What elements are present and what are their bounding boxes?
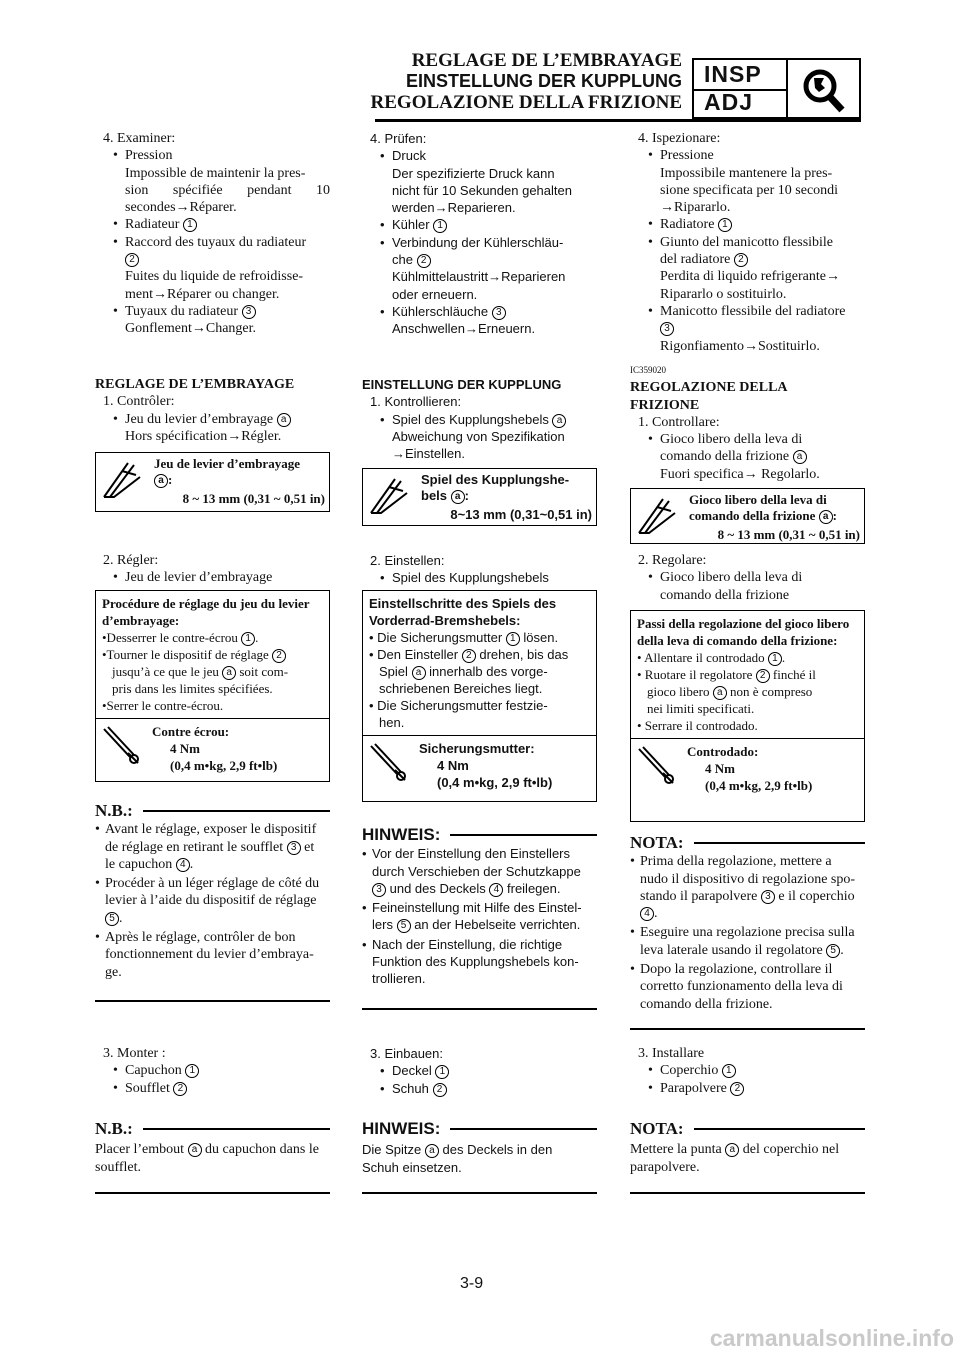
callout-a: a xyxy=(451,490,465,504)
callout-5: 5 xyxy=(105,912,119,926)
callout-1: 1 xyxy=(185,1064,199,1078)
bullet-pressure: • Pressione xyxy=(630,147,865,164)
procedure-step xyxy=(102,663,323,680)
step-3: 3. Installare xyxy=(638,1046,705,1061)
bullet-boot xyxy=(95,1080,330,1097)
text: Deckel xyxy=(392,1063,432,1079)
text-line xyxy=(362,251,597,268)
text-line: sion spécifiée pendant 10 xyxy=(125,182,330,198)
step-1: 1. Controllare: xyxy=(638,414,720,430)
step-2: 2. Einstellen: xyxy=(370,553,445,568)
text: finché il xyxy=(772,667,816,682)
procedure-title: Einstellschritte des Spiels des Vorderrad-Bremshebels: xyxy=(369,596,557,628)
spec-value: 8~13 mm (0,31~0,51 in) xyxy=(450,507,592,522)
torque-wrench-icon xyxy=(367,742,409,782)
text: Placer l’embout xyxy=(95,1142,185,1158)
callout-1: 1 xyxy=(183,218,197,232)
spec-box xyxy=(630,488,865,544)
header-title-it: REGOLAZIONE DELLA FRIZIONE xyxy=(370,92,682,113)
page-header xyxy=(371,50,682,113)
text: soit com- xyxy=(239,664,289,679)
text-line: Kühlmittelaustritt→Reparieren xyxy=(392,269,566,285)
torque-imperial: (0,4 m•kg, 2,9 ft•lb) xyxy=(437,775,553,790)
callout-3: 3 xyxy=(761,890,775,904)
callout-a: a xyxy=(188,1143,202,1157)
text: des Deckels in den xyxy=(442,1142,553,1158)
text: innerhalb des vorge- xyxy=(429,664,548,679)
text: comando della frizione xyxy=(689,508,816,523)
spec-value: 8 ~ 13 mm (0,31 ~ 0,51 in) xyxy=(717,527,860,542)
header-title-de: EINSTELLUNG DER KUPPLUNG xyxy=(405,71,682,91)
bullet-hose-joint: • Verbindung der Kühlerschläu- xyxy=(362,234,597,251)
text-line xyxy=(630,1141,865,1158)
text: freilegen. xyxy=(507,880,561,896)
bullet-adjust: • Jeu de levier d’embrayage xyxy=(95,569,330,586)
spec-label: Gioco libero della leva di xyxy=(689,492,827,507)
text-line: leva laterale usando il regolatore 5 . xyxy=(640,942,844,958)
step-4: 4. Examiner: xyxy=(103,131,176,146)
note-item: • Après le réglage, contrôler de bon xyxy=(95,929,330,946)
text: stando il parapolvere xyxy=(640,888,758,904)
header-title-fr: REGLAGE DE L’EMBRAYAGE xyxy=(411,50,682,71)
text: • Ruotare il regolatore xyxy=(637,667,753,682)
text: Jeu du levier d’embrayage xyxy=(125,411,274,427)
text: lösen. xyxy=(523,630,559,645)
procedure-step: • Die Sicherungsmutter festzie- xyxy=(369,698,548,713)
callout-1: 1 xyxy=(435,1065,449,1079)
callout-4: 4 xyxy=(176,858,190,872)
torque-nm: 4 Nm xyxy=(437,758,469,773)
divider xyxy=(95,1000,330,1002)
torque-spec xyxy=(631,738,864,791)
spec-label: Jeu de levier d’embrayage xyxy=(154,456,300,471)
text-line: Perdita di liquido refrigerante→ xyxy=(660,269,840,285)
badge-adj: ADJ xyxy=(704,89,754,115)
text: Radiatore xyxy=(660,217,715,233)
text-line xyxy=(95,839,330,856)
callout-a: a xyxy=(412,666,426,680)
text: de réglage en retirant le soufflet xyxy=(105,839,284,855)
bullet-hoses xyxy=(95,303,330,320)
bullet-hose-joint: • Raccord des tuyaux du radiateur xyxy=(95,234,330,251)
torque-label: Contre écrou: xyxy=(152,724,230,739)
section-title: EINSTELLUNG DER KUPPLUNG xyxy=(362,377,562,392)
step-3: 3. Monter : xyxy=(103,1046,166,1061)
text: drehen, bis das xyxy=(479,647,569,662)
note-heading: HINWEIS: xyxy=(362,1119,441,1138)
callout-5: 5 xyxy=(826,944,840,958)
text-line: Schuh einsetzen. xyxy=(362,1159,462,1175)
callout-a: a xyxy=(425,1144,439,1158)
torque-spec xyxy=(363,735,596,788)
text-line: durch Verschieben der Schutzkappe xyxy=(372,863,581,879)
text-line: Ripararlo o sostituirlo. xyxy=(660,286,787,302)
text: du capuchon dans le xyxy=(205,1142,319,1158)
text: non è compreso xyxy=(729,684,813,699)
section-title: REGOLAZIONE DELLA xyxy=(630,380,788,396)
text-line xyxy=(362,916,597,933)
text-line xyxy=(630,320,865,337)
procedure-step: • Serrare il controdado. xyxy=(637,718,758,733)
page-number: 3-9 xyxy=(460,1275,484,1292)
note-item: • Dopo la regolazione, controllare il xyxy=(630,961,865,978)
text-line xyxy=(630,888,865,905)
text-line: trollieren. xyxy=(372,971,426,987)
divider xyxy=(630,1028,865,1030)
text: an der Hebelseite verrichten. xyxy=(414,917,581,933)
procedure-title: Passi della regolazione del gioco libero della leva di comando della frizione: xyxy=(637,616,850,648)
text: del radiatore xyxy=(660,252,731,268)
bullet-cap xyxy=(362,1062,597,1079)
text-line: fonctionnement du levier d’embraya- xyxy=(105,947,314,963)
text-line: Anschwellen→Erneuern. xyxy=(392,321,536,337)
callout-2: 2 xyxy=(125,253,139,267)
callout-2: 2 xyxy=(173,1082,187,1096)
procedure-box xyxy=(362,590,597,802)
procedure-step: •Serrer le contre-écrou. xyxy=(102,698,224,713)
text: le capuchon xyxy=(105,856,173,872)
text: Soufflet xyxy=(125,1080,170,1096)
bullet-radiator xyxy=(362,216,597,233)
text: Parapolvere xyxy=(660,1080,727,1096)
note-heading: N.B.: xyxy=(95,801,133,820)
procedure-step: nei limiti specificati. xyxy=(647,701,755,716)
text-line xyxy=(362,880,597,897)
step-4: 4. Prüfen: xyxy=(370,131,427,146)
bullet-free-play xyxy=(362,411,597,428)
text: Mettere la punta xyxy=(630,1142,722,1158)
note-heading: HINWEIS: xyxy=(362,825,441,844)
colon: : xyxy=(168,472,173,487)
torque-label: Sicherungsmutter: xyxy=(419,741,535,756)
divider xyxy=(362,1192,597,1194)
bullet-cap xyxy=(630,1062,865,1079)
text-line: →Ripararlo. xyxy=(660,200,731,216)
callout-5: 5 xyxy=(397,919,411,933)
text-line xyxy=(95,1141,330,1158)
text-line: ment→Réparer ou changer. xyxy=(125,286,280,302)
callout-1: 1 xyxy=(722,1064,736,1078)
procedure-step: •Desserrer le contre-écrou 1 . xyxy=(102,630,259,645)
text: Kühlerschläuche xyxy=(392,303,489,319)
callout-2: 2 xyxy=(730,1082,744,1096)
note-block xyxy=(95,802,330,981)
callout-1: 1 xyxy=(506,632,520,646)
procedure-step xyxy=(369,629,590,646)
text: che xyxy=(392,252,413,268)
procedure-step xyxy=(637,666,858,683)
text-line xyxy=(630,448,865,465)
callout-4: 4 xyxy=(640,907,654,921)
callout-a: a xyxy=(277,413,291,427)
text-line: nudo il dispositivo di regolazione spo- xyxy=(640,871,856,887)
caliper-icon xyxy=(367,473,415,521)
text-line: corretto funzionamento della leva di xyxy=(640,979,843,995)
bullet-hoses xyxy=(362,303,597,320)
text-line: secondes→Réparer. xyxy=(125,200,237,216)
text-line: Gonflement→Changer. xyxy=(125,321,257,337)
spec-box xyxy=(362,468,597,526)
text: e il coperchio xyxy=(778,888,855,904)
note-heading: NOTA: xyxy=(630,833,684,852)
callout-1: 1 xyxy=(718,218,732,232)
bullet-radiator xyxy=(95,216,330,233)
text-line: Impossibile mantenere la pres- xyxy=(660,165,833,181)
text-line: levier à l’aide du dispositif de réglage xyxy=(105,893,317,909)
callout-4: 4 xyxy=(489,883,503,897)
text-line: le capuchon 4 . xyxy=(105,856,194,872)
callout-a: a xyxy=(552,414,566,428)
text-line: parapolvere. xyxy=(630,1159,700,1175)
divider xyxy=(95,1192,330,1194)
torque-imperial: (0,4 m•kg, 2,9 ft•lb) xyxy=(705,778,813,793)
callout-1: 1 xyxy=(433,219,447,233)
callout-3: 3 xyxy=(287,841,301,855)
text-line: oder erneuern. xyxy=(392,286,478,302)
text-line: Fuori specifica→ Regolarlo. xyxy=(660,466,820,482)
text: gioco libero xyxy=(647,684,710,699)
callout-2: 2 xyxy=(734,253,748,267)
text-line: Rigonfiamento→Sostituirlo. xyxy=(660,338,820,354)
bullet-free-play xyxy=(95,411,330,428)
text: • Die Sicherungsmutter xyxy=(369,630,503,645)
caliper-icon xyxy=(635,493,683,541)
text: • Allentare il controdado xyxy=(637,650,765,665)
procedure-title: Procédure de réglage du jeu du levier d’embrayage: xyxy=(102,596,310,628)
torque-nm: 4 Nm xyxy=(705,761,735,776)
header-rule xyxy=(375,119,861,122)
text-line: 5 . xyxy=(95,910,330,927)
text: comando della frizione xyxy=(660,449,790,465)
bullet-pressure: • Druck xyxy=(362,147,597,164)
note-item: • Avant le réglage, exposer le dispositif xyxy=(95,821,330,838)
procedure-step xyxy=(637,683,858,700)
text-line: 4 . xyxy=(630,905,865,922)
text: •Tourner le dispositif de réglage xyxy=(102,647,269,662)
text-line xyxy=(362,1141,597,1158)
text-line: Der spezifizierte Druck kann xyxy=(392,165,555,181)
callout-a: a xyxy=(222,666,236,680)
text-line: sione specificata per 10 secondi xyxy=(660,182,839,198)
bullet-radiator xyxy=(630,216,865,233)
step-3: 3. Einbauen: xyxy=(370,1046,444,1061)
callout-a: a xyxy=(819,510,833,524)
step-1: 1. Kontrollieren: xyxy=(370,394,462,410)
step-2: 2. Régler: xyxy=(103,553,159,568)
torque-wrench-icon xyxy=(635,745,677,785)
bullet-boot xyxy=(362,1080,597,1097)
procedure-box xyxy=(630,610,865,822)
procedure-step: schriebenen Bereiches liegt. xyxy=(379,681,543,696)
procedure-step: pris dans les limites spécifiées. xyxy=(112,681,273,696)
text: et xyxy=(304,839,315,855)
text: •Desserrer le contre-écrou xyxy=(102,630,238,645)
text: Die Spitze xyxy=(362,1142,422,1158)
text-line xyxy=(630,251,865,268)
torque-wrench-icon xyxy=(100,725,142,765)
step-1: 1. Contrôler: xyxy=(103,394,175,410)
text: Spiel xyxy=(379,664,408,679)
text-line: Hors spécification→Régler. xyxy=(125,428,282,444)
callout-2: 2 xyxy=(417,254,431,268)
text-line: Fuites du liquide de refroidisse- xyxy=(125,269,304,285)
text: Tuyaux du radiateur xyxy=(125,303,239,319)
text-line: →Einstellen. xyxy=(392,446,465,462)
magnifier-wrench-icon xyxy=(794,64,856,114)
note-block xyxy=(630,834,865,1013)
divider xyxy=(362,1008,597,1010)
colon: : xyxy=(832,508,837,523)
section-badge xyxy=(692,58,861,119)
spec-box xyxy=(95,452,330,512)
procedure-step xyxy=(369,646,590,663)
text-line: nicht für 10 Sekunden gehalten xyxy=(392,182,572,198)
bullet-hoses: • Manicotto flessibile del radiatore xyxy=(630,303,865,320)
text-line: Impossible de maintenir la pres- xyxy=(125,165,306,181)
text: • Den Einsteller xyxy=(369,647,459,662)
text-line: ge. xyxy=(105,964,122,980)
procedure-step: hen. xyxy=(379,715,405,730)
colon: : xyxy=(464,488,469,503)
callout-3: 3 xyxy=(242,305,256,319)
note-block-2 xyxy=(362,1120,597,1176)
text-line xyxy=(95,251,330,268)
section-code: IC359020 xyxy=(630,365,666,375)
callout-a: a xyxy=(793,450,807,464)
text: lers xyxy=(372,917,393,933)
section-title: REGLAGE DE L’EMBRAYAGE xyxy=(95,377,295,392)
bullet-boot xyxy=(630,1080,865,1097)
torque-spec xyxy=(96,718,329,771)
callout-3: 3 xyxy=(372,883,386,897)
divider xyxy=(630,1192,865,1194)
note-item: • Feineinstellung mit Hilfe des Einstel- xyxy=(362,899,597,916)
callout-a: a xyxy=(725,1143,739,1157)
text-line: soufflet. xyxy=(95,1159,142,1175)
procedure-step: • Allentare il controdado 1 . xyxy=(637,650,786,665)
step-2: 2. Regolare: xyxy=(638,553,707,568)
bullet-adjust: • Spiel des Kupplungshebels xyxy=(362,569,597,586)
badge-insp: INSP xyxy=(704,61,762,87)
procedure-box xyxy=(95,590,330,782)
torque-nm: 4 Nm xyxy=(170,741,200,756)
spec-value: 8 ~ 13 mm (0,31 ~ 0,51 in) xyxy=(182,491,325,506)
note-block xyxy=(362,826,597,988)
note-block-2 xyxy=(630,1120,865,1176)
step-4: 4. Ispezionare: xyxy=(638,131,721,146)
note-item: • Prima della regolazione, mettere a xyxy=(630,853,865,870)
caliper-icon xyxy=(100,457,148,505)
text: Coperchio xyxy=(660,1063,719,1079)
watermark: carmanualsonline.info xyxy=(709,1325,954,1351)
bullet-cap xyxy=(95,1062,330,1079)
callout-1: 1 xyxy=(768,652,782,666)
spec-label: Spiel des Kupplungshe- xyxy=(421,472,570,487)
note-heading: NOTA: xyxy=(630,1119,684,1138)
text-line: comando della frizione. xyxy=(640,996,773,1012)
text: bels xyxy=(421,488,448,503)
text: leva laterale usando il regolatore xyxy=(640,942,823,958)
bullet-free-play: • Gioco libero della leva di xyxy=(630,431,865,448)
note-item: • Procéder à un léger réglage de côté du xyxy=(95,875,330,892)
callout-2: 2 xyxy=(756,669,770,683)
torque-imperial: (0,4 m•kg, 2,9 ft•lb) xyxy=(170,758,278,773)
bullet-hose-joint: • Giunto del manicotto flessibile xyxy=(630,234,865,251)
callout-1: 1 xyxy=(241,632,255,646)
procedure-step xyxy=(369,663,590,680)
bullet-adjust: • Gioco libero della leva di xyxy=(630,569,865,586)
text: del coperchio nel xyxy=(742,1142,840,1158)
text-line: Funktion des Kupplungshebels kon- xyxy=(372,954,579,970)
section-title-2: FRIZIONE xyxy=(630,397,700,413)
callout-3: 3 xyxy=(492,306,506,320)
note-item: • Nach der Einstellung, die richtige xyxy=(362,936,597,953)
text: Spiel des Kupplungshebels xyxy=(392,411,549,427)
procedure-step xyxy=(102,646,323,663)
text: Schuh xyxy=(392,1080,429,1096)
text: Radiateur xyxy=(125,217,180,233)
callout-a: a xyxy=(154,474,168,488)
callout-2: 2 xyxy=(462,649,476,663)
note-block-2 xyxy=(95,1120,330,1176)
text-line: comando della frizione xyxy=(660,587,790,603)
text: Capuchon xyxy=(125,1063,182,1079)
text-line: Abweichung von Spezifikation xyxy=(392,428,565,444)
text-line: werden→Reparieren. xyxy=(392,200,516,216)
callout-2: 2 xyxy=(433,1083,447,1097)
callout-3: 3 xyxy=(660,322,674,336)
bullet-pressure: • Pression xyxy=(95,147,330,164)
callout-2: 2 xyxy=(272,649,286,663)
callout-a: a xyxy=(713,686,727,700)
text: Kühler xyxy=(392,217,430,233)
note-item: • Vor der Einstellung den Einstellers xyxy=(362,845,597,862)
text: und des Deckels xyxy=(389,880,486,896)
text: jusqu’à ce que le jeu xyxy=(112,664,219,679)
torque-label: Controdado: xyxy=(687,744,759,759)
note-item: • Eseguire una regolazione precisa sulla xyxy=(630,924,865,941)
note-heading: N.B.: xyxy=(95,1119,133,1138)
